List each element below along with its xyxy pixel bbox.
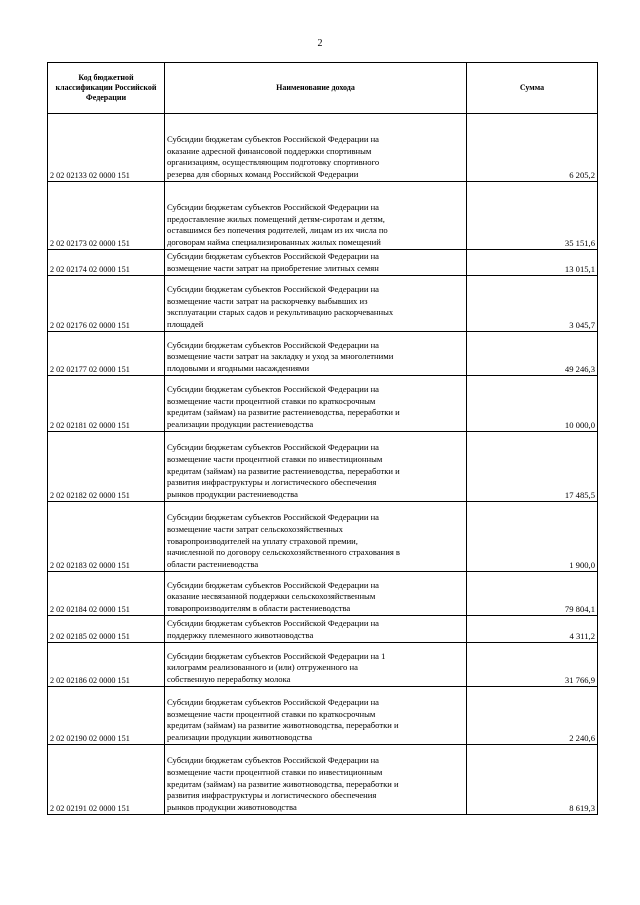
- header-code-line: классификации Российской: [55, 83, 157, 92]
- revenue-name-line: килограмм реализованного и (или) отгруженного на: [167, 662, 358, 673]
- revenue-name-line: кредитам (займам) на развитие животноводства, переработки и: [167, 778, 399, 789]
- table-row: [48, 376, 598, 432]
- header-name: Наименование дохода: [165, 63, 467, 114]
- budget-code-cell: 2 02 02177 02 0000 151: [48, 332, 165, 376]
- budget-code-cell: 2 02 02174 02 0000 151: [48, 250, 165, 276]
- revenue-name-line: кредитам (займам) на развитие растениеводства, переработки и: [167, 465, 400, 476]
- revenue-name-line: реализации продукции животноводства: [167, 732, 313, 743]
- table-header-row: [48, 63, 598, 114]
- revenue-name-line: возмещение части процентной ставки по краткосрочным: [167, 395, 376, 406]
- table-row: [48, 114, 598, 182]
- table-row: [48, 616, 598, 643]
- amount-cell: 31 766,9: [467, 643, 598, 687]
- revenue-table: [47, 62, 598, 815]
- revenue-name-cell: [165, 572, 467, 616]
- revenue-name-line: возмещение части затрат сельскохозяйственных: [167, 523, 343, 534]
- revenue-name-line: Субсидии бюджетам субъектов Российской Федерации на: [167, 283, 379, 294]
- budget-code-cell: 2 02 02133 02 0000 151: [48, 114, 165, 182]
- table-row: [48, 250, 598, 276]
- revenue-name-line: поддержку племенного животноводства: [167, 630, 314, 641]
- page-number: 2: [317, 38, 323, 49]
- revenue-name-line: рынков продукции животноводства: [167, 802, 297, 813]
- revenue-name-line: договорам найма специализированных жилых помещений: [167, 237, 381, 248]
- revenue-name-line: возмещение части процентной ставки по инвестиционным: [167, 453, 383, 464]
- revenue-name-line: кредитам (займам) на развитие растениеводства, переработки и: [167, 407, 400, 418]
- revenue-name-line: Субсидии бюджетам субъектов Российской Федерации на: [167, 442, 379, 453]
- revenue-name-line: Субсидии бюджетам субъектов Российской Федерации на: [167, 383, 379, 394]
- revenue-name-cell: [165, 114, 467, 182]
- table-row: [48, 432, 598, 502]
- revenue-name-line: Субсидии бюджетам субъектов Российской Федерации на: [167, 251, 379, 262]
- revenue-name-line: рынков продукции растениеводства: [167, 489, 298, 500]
- revenue-name-line: эксплуатации старых садов и рекультивацию раскорчеванных: [167, 307, 394, 318]
- revenue-name-line: развития инфраструктуры и логистического обеспечения: [167, 790, 377, 801]
- revenue-name-cell: [165, 502, 467, 572]
- amount-cell: 13 015,1: [467, 250, 598, 276]
- revenue-name-line: оставшимся без попечения родителей, лицам из их числа по: [167, 225, 388, 236]
- amount-cell: 6 205,2: [467, 114, 598, 182]
- budget-code-cell: 2 02 02181 02 0000 151: [48, 376, 165, 432]
- amount-cell: 79 804,1: [467, 572, 598, 616]
- revenue-name-line: возмещение части затрат на приобретение элитных семян: [167, 263, 379, 274]
- revenue-name-line: возмещение части процентной ставки по краткосрочным: [167, 708, 376, 719]
- header-code-line: Федерации: [85, 93, 127, 102]
- budget-code-cell: 2 02 02173 02 0000 151: [48, 182, 165, 250]
- revenue-name-line: возмещение части затрат на раскорчевку выбывших из: [167, 295, 368, 306]
- amount-cell: 3 045,7: [467, 276, 598, 332]
- amount-cell: 17 485,5: [467, 432, 598, 502]
- revenue-name-line: Субсидии бюджетам субъектов Российской Федерации на: [167, 133, 379, 144]
- revenue-name-cell: [165, 643, 467, 687]
- revenue-name-line: Субсидии бюджетам субъектов Российской Федерации на: [167, 618, 379, 629]
- revenue-name-cell: [165, 250, 467, 276]
- table-row: [48, 182, 598, 250]
- revenue-name-cell: [165, 745, 467, 815]
- revenue-name-cell: [165, 182, 467, 250]
- revenue-name-line: кредитам (займам) на развитие животноводства, переработки и: [167, 720, 399, 731]
- table-row: [48, 687, 598, 745]
- revenue-name-line: собственную переработку молока: [167, 674, 291, 685]
- table-row: [48, 745, 598, 815]
- revenue-name-line: товаропроизводителям в области растениеводства: [167, 603, 351, 614]
- revenue-name-line: Субсидии бюджетам субъектов Российской Федерации на: [167, 201, 379, 212]
- amount-cell: 8 619,3: [467, 745, 598, 815]
- revenue-name-line: Субсидии бюджетам субъектов Российской Федерации на: [167, 339, 379, 350]
- revenue-name-line: площадей: [167, 319, 204, 330]
- amount-cell: 2 240,6: [467, 687, 598, 745]
- budget-code-cell: 2 02 02186 02 0000 151: [48, 643, 165, 687]
- revenue-name-line: Субсидии бюджетам субъектов Российской Федерации на: [167, 512, 379, 523]
- budget-code-cell: 2 02 02176 02 0000 151: [48, 276, 165, 332]
- amount-cell: 35 151,6: [467, 182, 598, 250]
- amount-cell: 10 000,0: [467, 376, 598, 432]
- budget-code-cell: 2 02 02182 02 0000 151: [48, 432, 165, 502]
- table-row: [48, 502, 598, 572]
- revenue-name-cell: [165, 616, 467, 643]
- revenue-name-cell: [165, 687, 467, 745]
- budget-code-cell: 2 02 02191 02 0000 151: [48, 745, 165, 815]
- revenue-name-line: товаропроизводителей на уплату страховой премии,: [167, 535, 358, 546]
- revenue-name-line: плодовыми и ягодными насаждениями: [167, 363, 310, 374]
- budget-code-cell: 2 02 02190 02 0000 151: [48, 687, 165, 745]
- revenue-name-cell: [165, 432, 467, 502]
- revenue-name-line: оказание несвязанной поддержки сельскохозяйственным: [167, 591, 376, 602]
- revenue-name-line: реализации продукции растениеводства: [167, 419, 314, 430]
- revenue-name-line: Субсидии бюджетам субъектов Российской Федерации на: [167, 696, 379, 707]
- revenue-name-line: Субсидии бюджетам субъектов Российской Федерации на 1: [167, 650, 386, 661]
- revenue-name-cell: [165, 276, 467, 332]
- revenue-name-line: возмещение части затрат на закладку и уход за многолетними: [167, 351, 394, 362]
- table-row: [48, 276, 598, 332]
- budget-code-cell: 2 02 02184 02 0000 151: [48, 572, 165, 616]
- amount-cell: 4 311,2: [467, 616, 598, 643]
- table-row: [48, 643, 598, 687]
- revenue-name-cell: [165, 376, 467, 432]
- revenue-name-line: области растениеводства: [167, 559, 259, 570]
- budget-code-cell: 2 02 02185 02 0000 151: [48, 616, 165, 643]
- revenue-name-line: резерва для сборных команд Российской Федерации: [167, 169, 359, 180]
- revenue-name-line: организациям, осуществляющим подготовку спортивного: [167, 157, 380, 168]
- header-code-line: Код бюджетной: [78, 73, 134, 82]
- revenue-name-line: предоставление жилых помещений детям-сиротам и детям,: [167, 213, 385, 224]
- budget-code-cell: 2 02 02183 02 0000 151: [48, 502, 165, 572]
- table-body: [48, 114, 598, 815]
- header-sum: Сумма: [467, 63, 598, 114]
- header-code: [48, 63, 165, 114]
- amount-cell: 1 900,0: [467, 502, 598, 572]
- amount-cell: 49 246,3: [467, 332, 598, 376]
- revenue-name-line: Субсидии бюджетам субъектов Российской Федерации на: [167, 579, 379, 590]
- revenue-name-line: возмещение части процентной ставки по инвестиционным: [167, 766, 383, 777]
- revenue-name-line: развития инфраструктуры и логистического обеспечения: [167, 477, 377, 488]
- revenue-name-line: Субсидии бюджетам субъектов Российской Федерации на: [167, 755, 379, 766]
- revenue-name-cell: [165, 332, 467, 376]
- revenue-name-line: оказание адресной финансовой поддержки спортивным: [167, 145, 372, 156]
- table-row: [48, 572, 598, 616]
- table-row: [48, 332, 598, 376]
- revenue-name-line: начисленной по договору сельскохозяйственного страхования в: [167, 547, 400, 558]
